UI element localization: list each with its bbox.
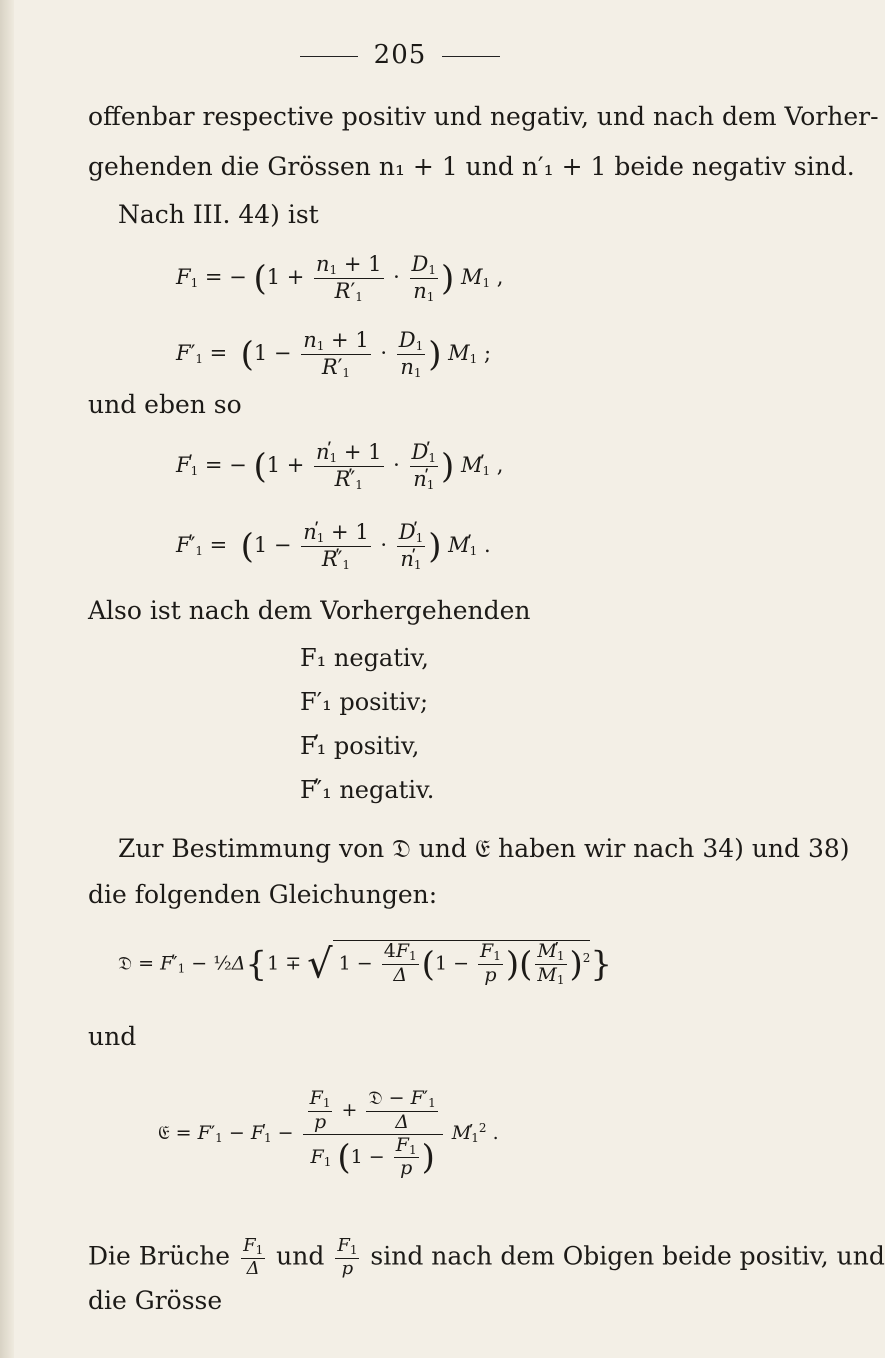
page-edge-shadow — [0, 0, 14, 1358]
text-die-grosse: die Grösse — [88, 1286, 223, 1315]
sign-list-item-4: F̕′₁ negativ. — [300, 776, 435, 804]
bruche-lead: Die Brüche — [88, 1241, 231, 1271]
header-rule-right — [442, 56, 500, 57]
text-line-1: offenbar respective positiv und negativ, und nach dem Vorher- — [88, 102, 879, 131]
text-line-2: gehenden die Grössen n₁ + 1 und n′₁ + 1 beide negativ sind. — [88, 152, 855, 181]
page-number: 205 — [373, 40, 427, 70]
equation-F-prime-1-accent: $F̕'_1 = (1$ − $\frac{n_1 + 1}{R̕'_1}$ · $\frac{D_1}{n_1}$ ) $M_1$ . — [176, 520, 491, 572]
equation-F-prime-1: $F'_1 = (1$ − $\frac{n_1 + 1}{R'_1}$ · $\frac{D_1}{n_1}$ ) $M_1$ ; — [176, 328, 492, 380]
fraction-F1-p: $\frac{F_1}{p}$ — [337, 1235, 358, 1279]
bruche-und: und — [276, 1241, 325, 1271]
text-und-eben-so: und eben so — [88, 390, 242, 419]
sign-list-item-3: F̕₁ positiv, — [300, 732, 420, 760]
sign-list-item-2: F′₁ positiv; — [300, 688, 429, 716]
page-header — [0, 40, 800, 70]
text-und: und — [88, 1022, 137, 1051]
bruche-tail: sind nach dem Obigen beide positiv, und — [370, 1241, 885, 1271]
equation-F1-accent: $F_1$ = − (1 + $\frac{n_1 + 1}{R̕'_1}$ · $\frac{D_1}{n_1}$ ) $M_1$ , — [176, 440, 504, 492]
text-folgenden: die folgenden Gleichungen: — [88, 880, 438, 909]
equation-F1: $F_1$ = − (1 + $\frac{n_1 + 1}{R'_1}$ · $\frac{D_1}{n_1}$ ) $M_1$ , — [176, 252, 504, 304]
header-rule-left — [300, 56, 358, 57]
text-also: Also ist nach dem Vorhergehenden — [88, 596, 531, 625]
fraction-F1-Delta: $\frac{F_1}{\Delta}$ — [243, 1235, 264, 1279]
equation-D: 𝔇 = $F̕'_1$ − ½Δ{1 ∓ √ 1 − $\frac{4F_1}{\Delta}$ (1 − $\frac{F_1}{p}$ )( $\frac{M_1}{M_1}$ )$^2$} — [118, 940, 613, 988]
equation-E: 𝔈 = $F'_1 - F_1$ − $\frac{F_1}{p}$ + $\frac{𝔇 - F'_1}{\Delta}$ $F_1$ (1 − $\frac{F_1}{p}$ ) $M_1^2$ . — [158, 1087, 499, 1180]
text-line-3: Nach III. 44) ist — [118, 200, 319, 229]
sign-list-item-1: F₁ negativ, — [300, 644, 429, 672]
text-bruche — [88, 1236, 885, 1279]
text-zur-bestimmung: Zur Bestimmung von 𝔇 und 𝔈 haben wir nach 34) und 38) — [118, 834, 850, 863]
